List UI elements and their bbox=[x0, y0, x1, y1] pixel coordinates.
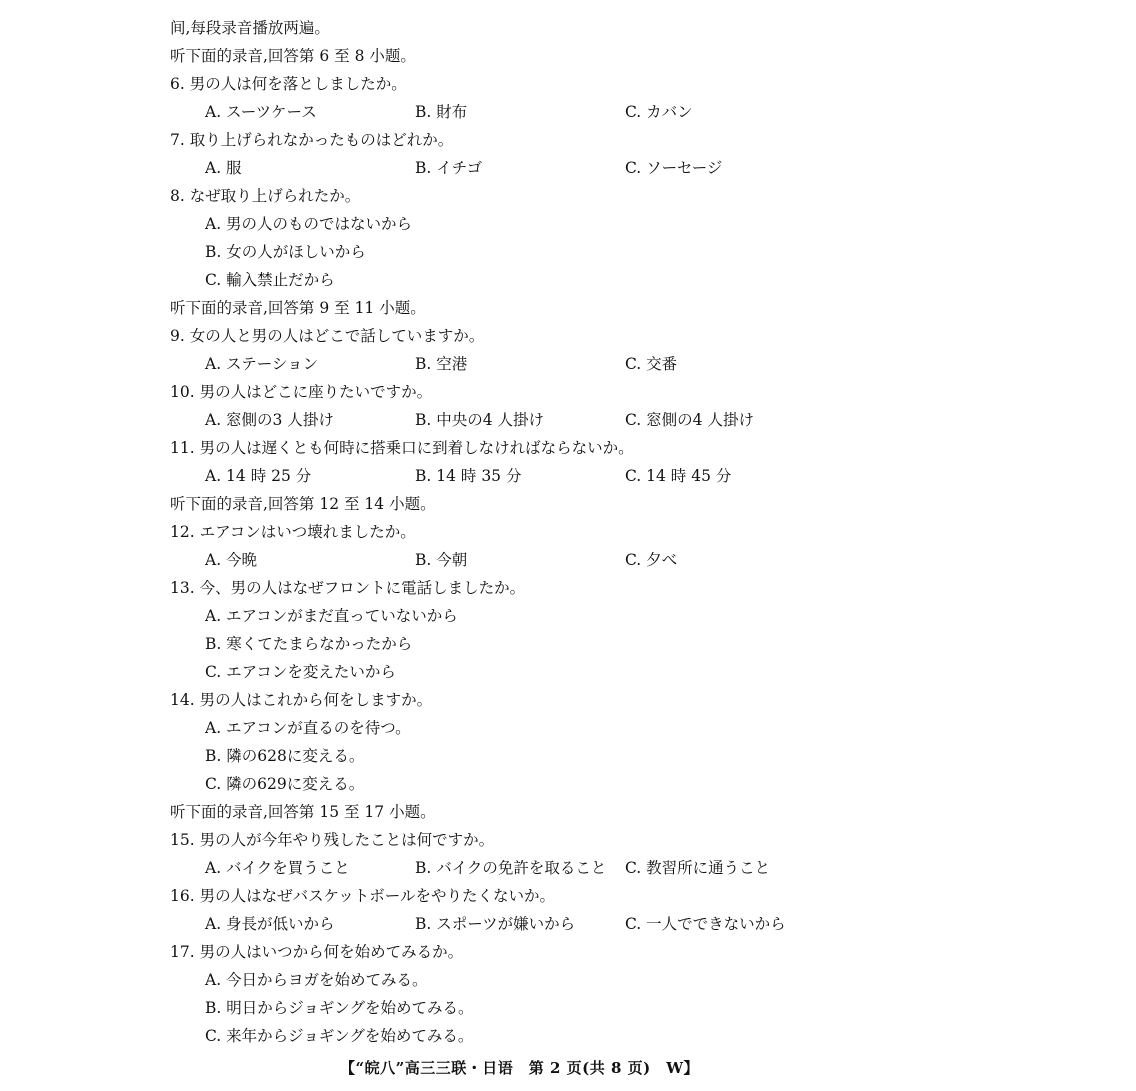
option-c: C. 教習所に通うこと bbox=[625, 859, 771, 877]
section-instruction: 听下面的录音,回答第 12 至 14 小题。 bbox=[170, 495, 436, 513]
option-a: A. バイクを買うこと bbox=[205, 859, 350, 877]
option-a: A. 窓側の3 人掛け bbox=[205, 411, 334, 429]
question-stem: 15. 男の人が今年やり残したことは何ですか。 bbox=[170, 831, 495, 849]
question-stem: 8. なぜ取り上げられたか。 bbox=[170, 187, 361, 205]
option-a: A. 服 bbox=[205, 159, 242, 177]
intro-continuation: 间,每段录音播放两遍。 bbox=[170, 19, 330, 37]
option-b: B. 14 時 35 分 bbox=[415, 467, 522, 485]
option-b: B. 明日からジョギングを始めてみる。 bbox=[205, 999, 474, 1017]
option-b: B. スポーツが嫌いから bbox=[415, 915, 576, 933]
option-b: B. バイクの免許を取ること bbox=[415, 859, 607, 877]
option-a: A. スーツケース bbox=[205, 103, 317, 121]
question-stem: 12. エアコンはいつ壊れましたか。 bbox=[170, 523, 416, 541]
option-b: B. 中央の4 人掛け bbox=[415, 411, 545, 429]
option-a: A. 今日からヨガを始めてみる。 bbox=[205, 971, 428, 989]
option-b: B. 財布 bbox=[415, 103, 468, 121]
option-c: C. エアコンを変えたいから bbox=[205, 663, 396, 681]
question-stem: 11. 男の人は遅くとも何時に搭乗口に到着しなければならないか。 bbox=[170, 439, 634, 457]
option-b: B. イチゴ bbox=[415, 159, 483, 177]
question-stem: 6. 男の人は何を落としましたか。 bbox=[170, 75, 407, 93]
question-stem: 17. 男の人はいつから何を始めてみるか。 bbox=[170, 943, 464, 961]
option-c: C. 窓側の4 人掛け bbox=[625, 411, 754, 429]
section-instruction: 听下面的录音,回答第 15 至 17 小题。 bbox=[170, 803, 436, 821]
option-c: C. ソーセージ bbox=[625, 159, 723, 177]
option-c: C. 来年からジョギングを始めてみる。 bbox=[205, 1027, 474, 1045]
option-a: A. 男の人のものではないから bbox=[205, 215, 413, 233]
section-instruction: 听下面的录音,回答第 9 至 11 小题。 bbox=[170, 299, 426, 317]
question-stem: 16. 男の人はなぜバスケットボールをやりたくないか。 bbox=[170, 887, 555, 905]
question-stem: 14. 男の人はこれから何をしますか。 bbox=[170, 691, 433, 709]
option-c: C. カバン bbox=[625, 103, 693, 121]
option-a: A. ステーション bbox=[205, 355, 319, 373]
question-stem: 10. 男の人はどこに座りたいですか。 bbox=[170, 383, 433, 401]
option-c: C. 輸入禁止だから bbox=[205, 271, 335, 289]
option-c: C. 夕べ bbox=[625, 551, 678, 569]
page-footer: 【“皖八”高三三联・日语 第 2 页(共 8 页) W】 bbox=[340, 1059, 700, 1077]
option-b: B. 寒くてたまらなかったから bbox=[205, 635, 413, 653]
option-a: A. 身長が低いから bbox=[205, 915, 335, 933]
option-a: A. 14 時 25 分 bbox=[205, 467, 312, 485]
option-c: C. 隣の629に変える。 bbox=[205, 775, 365, 793]
option-a: A. エアコンがまだ直っていないから bbox=[205, 607, 458, 625]
option-b: B. 空港 bbox=[415, 355, 468, 373]
option-b: B. 女の人がほしいから bbox=[205, 243, 366, 261]
option-c: C. 交番 bbox=[625, 355, 678, 373]
option-c: C. 一人でできないから bbox=[625, 915, 786, 933]
option-a: A. エアコンが直るのを待つ。 bbox=[205, 719, 411, 737]
option-c: C. 14 時 45 分 bbox=[625, 467, 732, 485]
option-a: A. 今晩 bbox=[205, 551, 258, 569]
question-stem: 13. 今、男の人はなぜフロントに電話しましたか。 bbox=[170, 579, 526, 597]
question-stem: 9. 女の人と男の人はどこで話していますか。 bbox=[170, 327, 485, 345]
question-stem: 7. 取り上げられなかったものはどれか。 bbox=[170, 131, 454, 149]
section-instruction: 听下面的录音,回答第 6 至 8 小题。 bbox=[170, 47, 416, 65]
option-b: B. 今朝 bbox=[415, 551, 468, 569]
option-b: B. 隣の628に変える。 bbox=[205, 747, 365, 765]
